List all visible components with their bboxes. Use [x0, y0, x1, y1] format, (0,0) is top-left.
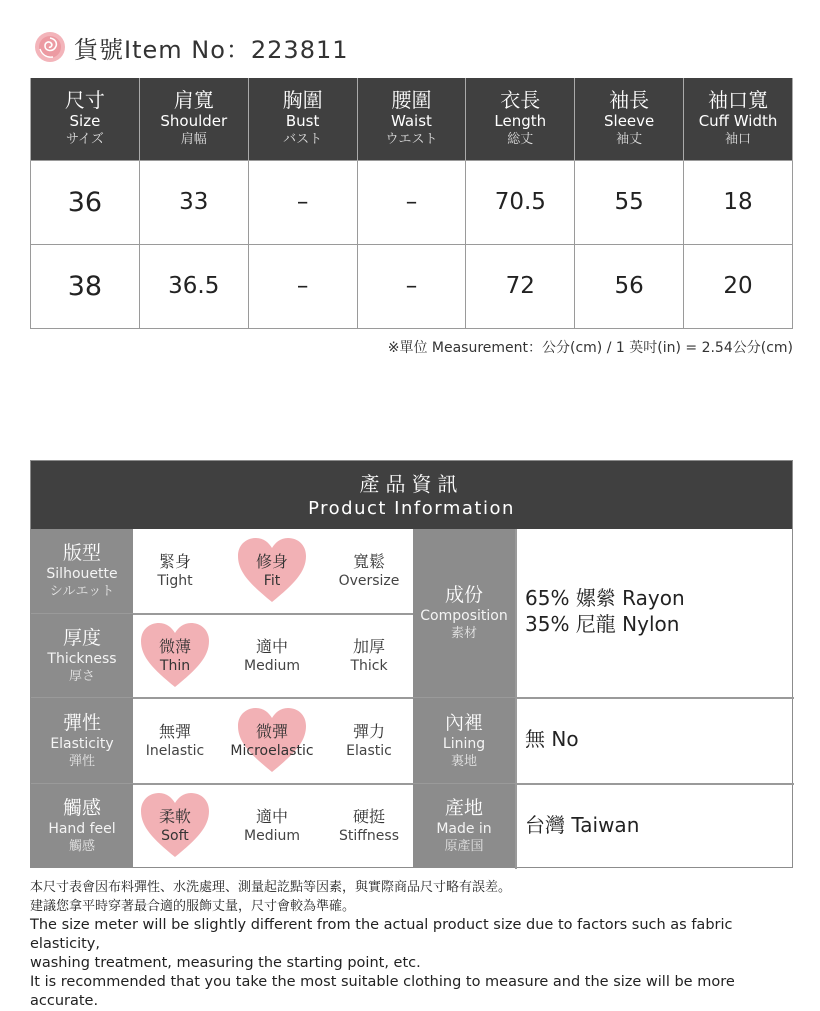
option-fit-selected: 修身 Fit — [224, 529, 320, 613]
table-cell: 70.5 — [466, 160, 575, 244]
item-number: 貨號Item No：223811 — [74, 35, 349, 64]
category-elasticity: 彈性 Elasticity 弾性 — [31, 698, 133, 783]
category-lining: 內裡 Lining 裏地 — [413, 698, 515, 783]
category-silhouette: 版型 Silhouette シルエット — [31, 529, 133, 613]
table-row — [31, 160, 793, 244]
col-shoulder: 肩寬 Shoulder 肩幅 — [139, 78, 248, 160]
table-cell: – — [248, 160, 357, 244]
category-made-in: 產地 Made in 原產国 — [413, 784, 515, 868]
size-table-header — [31, 78, 793, 160]
rose-icon — [34, 31, 66, 63]
table-cell: 55 — [575, 160, 684, 244]
table-cell: 56 — [575, 244, 684, 328]
category-thickness: 厚度 Thickness 厚さ — [31, 614, 133, 697]
disclaimer-line: 建議您拿平時穿著最合適的服飾丈量，尺寸會較為準確。 — [30, 899, 356, 914]
measurement-note: ※單位 Measurement：公分(cm) / 1 英吋(in) = 2.54公分(cm) — [387, 340, 793, 356]
option-soft-selected: 柔軟 Soft — [127, 784, 223, 868]
category-hand-feel: 觸感 Hand feel 觸感 — [31, 784, 133, 868]
option-medium: 適中 Medium — [244, 807, 300, 844]
col-waist: 腰圍 Waist ウエスト — [357, 78, 466, 160]
option-medium: 適中 Medium — [244, 636, 300, 674]
option-thick: 加厚 Thick — [350, 636, 388, 674]
table-cell: 33 — [139, 160, 248, 244]
divider — [515, 529, 517, 869]
composition-line: 35% 尼龍 Nylon — [525, 612, 680, 636]
disclaimer-line: It is recommended that you take the most suitable clothing to measure and the size will be more accurate. — [30, 974, 735, 1009]
table-cell: – — [357, 244, 466, 328]
col-bust: 胸圍 Bust バスト — [248, 78, 357, 160]
col-sleeve: 袖長 Sleeve 袖丈 — [575, 78, 684, 160]
table-cell: 36 — [31, 160, 140, 244]
product-info-title-zh: 產品資訊 — [359, 472, 464, 496]
table-cell: 18 — [684, 160, 793, 244]
option-stiffness: 硬挺 Stiffness — [339, 807, 399, 844]
product-info-title-en: Product Information — [308, 498, 515, 519]
table-cell: – — [357, 160, 466, 244]
composition-line: 65% 嫘縈 Rayon — [525, 586, 685, 610]
product-info-header — [31, 461, 792, 529]
table-row — [31, 244, 793, 328]
table-cell: 36.5 — [139, 244, 248, 328]
option-inelastic: 無彈 Inelastic — [145, 721, 205, 759]
table-cell: 20 — [684, 244, 793, 328]
col-length: 衣長 Length 総丈 — [466, 78, 575, 160]
disclaimer-line: washing treatment, measuring the starting point, etc. — [30, 955, 421, 971]
option-oversize: 寬鬆 Oversize — [338, 552, 400, 589]
disclaimer-line: 本尺寸表會因布料彈性、水洗處理、測量起訖點等因素，與實際商品尺寸略有誤差。 — [30, 880, 512, 895]
size-disclaimer — [30, 878, 800, 1011]
composition-value — [525, 585, 685, 637]
option-elastic: 彈力 Elastic — [346, 721, 392, 759]
table-cell: 72 — [466, 244, 575, 328]
lining-value: 無 No — [525, 727, 579, 751]
item-header — [34, 30, 349, 64]
made-in-value: 台灣 Taiwan — [525, 813, 640, 837]
size-table — [30, 78, 793, 329]
category-composition: 成份 Composition 素材 — [413, 529, 515, 697]
product-info-panel — [30, 460, 793, 868]
option-microelastic-selected: 微彈 Microelastic — [224, 698, 320, 783]
table-cell: 38 — [31, 244, 140, 328]
disclaimer-line: The size meter will be slightly different from the actual product size due to factors such as fabric elasticity, — [30, 917, 733, 952]
table-cell: – — [248, 244, 357, 328]
col-size: 尺寸 Size サイズ — [31, 78, 140, 160]
col-cuff-width: 袖口寬 Cuff Width 袖口 — [684, 78, 793, 160]
option-tight: 緊身 Tight — [157, 552, 193, 589]
option-thin-selected: 微薄 Thin — [127, 614, 223, 697]
